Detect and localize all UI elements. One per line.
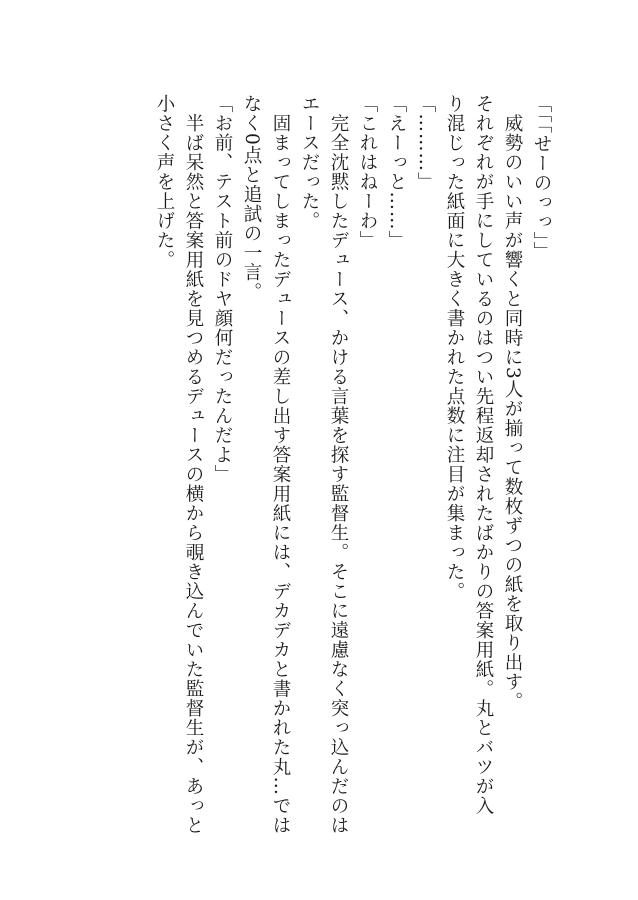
text-line: 半ば呆然と答案用紙を見つめるデュースの横から覗き込んでいた監督生が、あっと <box>183 94 204 835</box>
text-line: それぞれが手にしているのはつい先程返却されたばかりの答案用紙。丸とバツが入 <box>473 94 494 816</box>
text-line: 小さく声を上げた。 <box>154 94 175 270</box>
text-line: エースだった。 <box>299 94 320 231</box>
text-line: なく0点と追試の一言。 <box>241 94 262 302</box>
text-line: 威勢のいい声が響くと同時に3人が揃って数枚ずつの紙を取り出す。 <box>502 94 523 712</box>
text-line: 「………」 <box>415 94 436 192</box>
vertical-text-body <box>150 94 556 834</box>
text-line: 「えーっと……」 <box>386 94 407 250</box>
text-line: 「「「せーのっっ」」 <box>531 94 552 262</box>
text-line: 「お前、テスト前のドヤ顔何だったんだよ」 <box>212 94 233 484</box>
text-line: り混じった紙面に大きく書かれた点数に注目が集まった。 <box>444 94 465 601</box>
text-line: 「これはねーわ」 <box>357 94 378 250</box>
text-line: 固まってしまったデュースの差し出す答案用紙には、デカデカと書かれた丸…では <box>270 94 291 835</box>
text-line: 完全沈黙したデュース、かける言葉を探す監督生。そこに遠慮なく突っ込んだのは <box>328 94 349 835</box>
